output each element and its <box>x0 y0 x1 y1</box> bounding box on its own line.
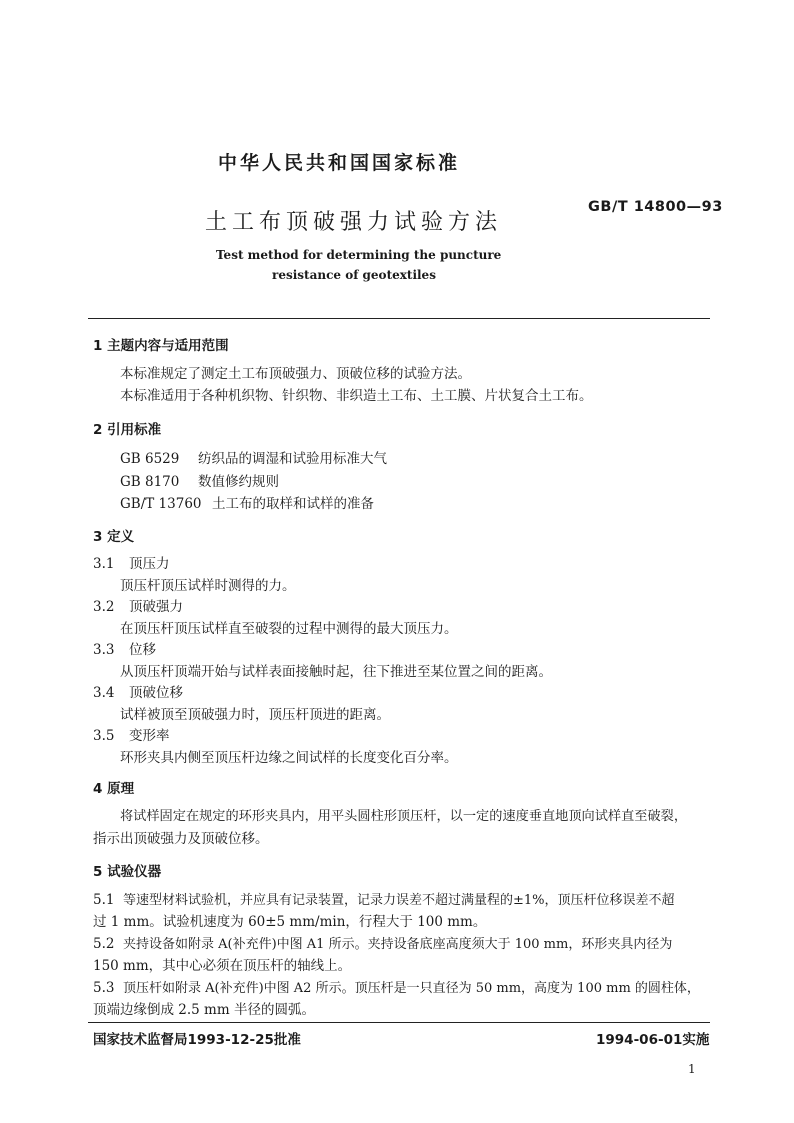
section-1-line-1: 本标准规定了测定土工布顶破强力、顶破位移的试验方法。 <box>120 366 471 382</box>
section-4-title: 4 原理 <box>93 781 135 797</box>
definition-text: 试样被顶至顶破强力时，顶压杆顶进的距离。 <box>120 707 390 723</box>
standard-code: GB/T 14800—93 <box>588 199 723 215</box>
document-title-cn: 土工布顶破强力试验方法 <box>205 210 503 235</box>
reference-row <box>120 472 279 492</box>
apparatus-item-line-2: 过 1 mm。试验机速度为 60±5 mm/min，行程大于 100 mm。 <box>93 914 487 930</box>
apparatus-text: 等速型材料试验机，并应具有记录装置，记录力误差不超过满量程的±1%，顶压杆位移误差不超 <box>123 893 675 908</box>
implementation-date: 1994-06-01实施 <box>596 1032 710 1048</box>
definition-number: 3.3 <box>93 642 115 658</box>
apparatus-number: 5.1 <box>93 892 115 908</box>
footer-divider <box>88 1022 710 1023</box>
reference-name: 数值修约规则 <box>198 474 279 490</box>
apparatus-item-line-1 <box>93 978 700 999</box>
definition-term: 位移 <box>129 642 156 658</box>
definition-term: 顶破位移 <box>129 685 183 701</box>
definition-text: 顶压杆顶压试样时测得的力。 <box>120 578 296 594</box>
document-title-en-line2: resistance of geotextiles <box>272 268 436 282</box>
definition-term: 顶压力 <box>129 556 170 572</box>
reference-code: GB 8170 <box>120 474 180 490</box>
national-standard-heading: 中华人民共和国国家标准 <box>218 152 461 174</box>
section-1-line-2: 本标准适用于各种机织物、针织物、非织造土工布、土工膜、片状复合土工布。 <box>120 388 593 404</box>
apparatus-item-line-2: 顶端边缘倒成 2.5 mm 半径的圆弧。 <box>93 1002 315 1018</box>
document-title-en-line1: Test method for determining the puncture <box>216 248 502 262</box>
principle-line-1: 将试样固定在规定的环形夹具内，用平头圆柱形顶压杆，以一定的速度垂直地顶向试样直至破裂， <box>120 809 688 824</box>
apparatus-item-line-1 <box>93 934 672 955</box>
definition-number: 3.4 <box>93 685 115 701</box>
apparatus-number: 5.2 <box>93 936 115 952</box>
principle-line-2: 指示出顶破强力及顶破位移。 <box>93 831 269 847</box>
definition-text: 环形夹具内侧至顶压杆边缘之间试样的长度变化百分率。 <box>120 750 458 766</box>
reference-code: GB 6529 <box>120 451 180 467</box>
section-1-title: 1 主题内容与适用范围 <box>93 338 229 354</box>
definition-term-row <box>93 640 156 660</box>
definition-number: 3.5 <box>93 728 115 744</box>
reference-name: 土工布的取样和试样的准备 <box>212 496 374 512</box>
apparatus-item-line-2: 150 mm，其中心必须在顶压杆的轴线上。 <box>93 958 352 974</box>
definition-number: 3.2 <box>93 599 115 615</box>
apparatus-text: 夹持设备如附录 A(补充件)中图 A1 所示。夹持设备底座高度须大于 100 mm，环形夹具内径为 <box>123 937 673 952</box>
definition-text: 在顶压杆顶压试样直至破裂的过程中测得的最大顶压力。 <box>120 621 458 637</box>
definition-term-row <box>93 726 170 746</box>
definition-term: 顶破强力 <box>129 599 183 615</box>
definition-term-row <box>93 597 183 617</box>
apparatus-text: 顶压杆如附录 A(补充件)中图 A2 所示。顶压杆是一只直径为 50 mm，高度为 100 mm 的圆柱体， <box>123 981 700 996</box>
definition-term-row <box>93 683 183 703</box>
section-5-title: 5 试验仪器 <box>93 864 162 880</box>
definition-text: 从顶压杆顶端开始与试样表面接触时起，往下推进至某位置之间的距离。 <box>120 664 552 680</box>
definition-term-row <box>93 554 170 574</box>
page-number: 1 <box>688 1062 696 1076</box>
section-2-title: 2 引用标准 <box>93 422 162 438</box>
apparatus-number: 5.3 <box>93 980 115 996</box>
reference-name: 纺织品的调湿和试验用标准大气 <box>198 451 387 467</box>
reference-row <box>120 449 387 469</box>
section-3-title: 3 定义 <box>93 529 135 545</box>
definition-number: 3.1 <box>93 556 115 572</box>
definition-term: 变形率 <box>129 728 170 744</box>
header-divider <box>88 318 710 319</box>
reference-row <box>120 494 374 514</box>
approval-note: 国家技术监督局1993-12-25批准 <box>93 1032 301 1048</box>
reference-code: GB/T 13760 <box>120 496 202 512</box>
apparatus-item-line-1 <box>93 890 675 911</box>
